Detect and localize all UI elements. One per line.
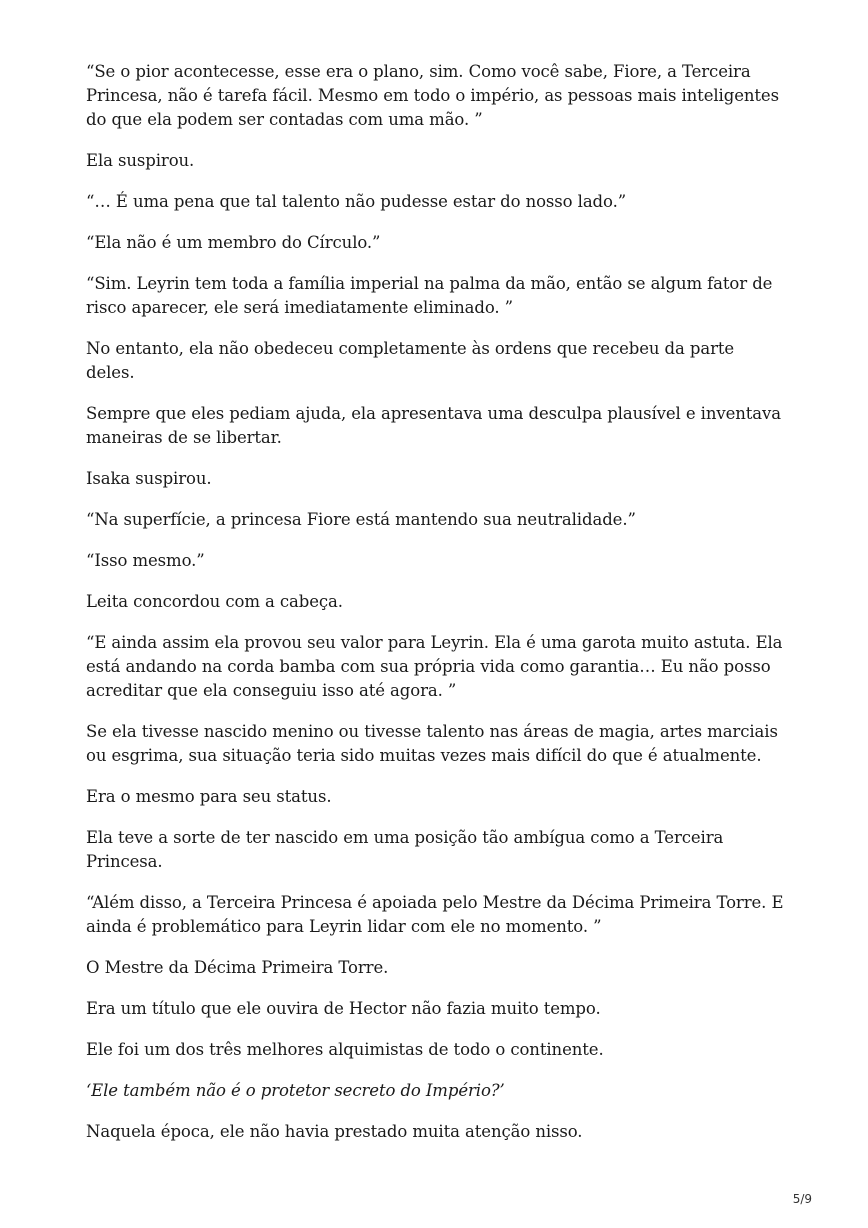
- paragraph: “Isso mesmo.”: [86, 551, 205, 570]
- document-body: [86, 60, 786, 1161]
- paragraph: Se ela tivesse nascido menino ou tivesse talento nas áreas de magia, artes marciais ou esgrima, sua situação teria sido muitas vezes mais difícil do que é atualmente.: [86, 722, 778, 765]
- paragraph: “Além disso, a Terceira Princesa é apoiada pelo Mestre da Décima Primeira Torre. E ainda é problemático para Leyrin lidar com ele no momento. ”: [86, 893, 784, 936]
- paragraph: “Na superfície, a princesa Fiore está mantendo sua neutralidade.”: [86, 510, 636, 529]
- paragraph: “… É uma pena que tal talento não pudesse estar do nosso lado.”: [86, 192, 627, 211]
- paragraph: No entanto, ela não obedeceu completamente às ordens que recebeu da parte deles.: [86, 339, 735, 382]
- paragraph: “Sim. Leyrin tem toda a família imperial na palma da mão, então se algum fator de risco aparecer, ele será imediatamente eliminado. ”: [86, 274, 773, 317]
- page-number: 5/9: [792, 1192, 812, 1206]
- paragraph: Naquela época, ele não havia prestado muita atenção nisso.: [86, 1122, 583, 1141]
- paragraph: “Se o pior acontecesse, esse era o plano, sim. Como você sabe, Fiore, a Terceira Princesa, não é tarefa fácil. Mesmo em todo o império, as pessoas mais inteligentes do que ela podem ser contadas com uma mão. ”: [86, 62, 779, 129]
- paragraph: Ela suspirou.: [86, 151, 195, 170]
- paragraph: Era um título que ele ouvira de Hector não fazia muito tempo.: [86, 999, 601, 1018]
- paragraph: Leita concordou com a cabeça.: [86, 592, 343, 611]
- italic-thought-paragraph: ‘Ele também não é o protetor secreto do Império?’: [86, 1081, 505, 1100]
- paragraph: Ele foi um dos três melhores alquimistas de todo o continente.: [86, 1040, 604, 1059]
- paragraph: O Mestre da Décima Primeira Torre.: [86, 958, 389, 977]
- paragraph: Ela teve a sorte de ter nascido em uma posição tão ambígua como a Terceira Princesa.: [86, 828, 724, 871]
- paragraph: Isaka suspirou.: [86, 469, 212, 488]
- paragraph: Era o mesmo para seu status.: [86, 787, 332, 806]
- paragraph: “E ainda assim ela provou seu valor para Leyrin. Ela é uma garota muito astuta. Ela está andando na corda bamba com sua própria vida como garantia… Eu não posso acreditar que ela conseguiu isso até agora. ”: [86, 633, 783, 700]
- paragraph: “Ela não é um membro do Círculo.”: [86, 233, 381, 252]
- paragraph: Sempre que eles pediam ajuda, ela apresentava uma desculpa plausível e inventava maneiras de se libertar.: [86, 404, 782, 447]
